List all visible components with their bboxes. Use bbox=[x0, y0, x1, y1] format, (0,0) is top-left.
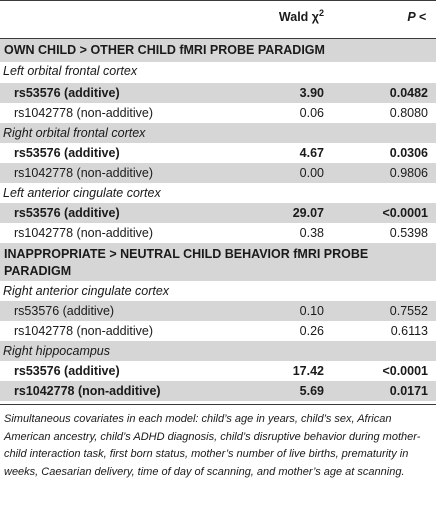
row-wald: 0.06 bbox=[299, 106, 324, 120]
row-p: 0.5398 bbox=[389, 226, 428, 240]
row-p: 0.8080 bbox=[389, 106, 428, 120]
row-wald: 0.00 bbox=[299, 166, 324, 180]
table-row bbox=[0, 103, 436, 123]
row-label: rs1042778 (non-additive) bbox=[14, 226, 153, 240]
row-p: 0.0171 bbox=[389, 384, 428, 398]
region-row bbox=[0, 123, 436, 143]
row-wald: 17.42 bbox=[292, 364, 324, 378]
row-wald: 5.69 bbox=[299, 384, 324, 398]
row-label: rs53576 (additive) bbox=[14, 146, 120, 160]
row-wald: 0.26 bbox=[299, 324, 324, 338]
row-p: 0.9806 bbox=[389, 166, 428, 180]
row-label: rs1042778 (non-additive) bbox=[14, 384, 161, 398]
table-row bbox=[0, 143, 436, 163]
region-label: Right anterior cingulate cortex bbox=[3, 284, 170, 298]
row-p: 0.0306 bbox=[389, 146, 428, 160]
table-row bbox=[0, 163, 436, 183]
region-label: Left orbital frontal cortex bbox=[3, 64, 138, 78]
region-row bbox=[0, 63, 436, 83]
table-row bbox=[0, 361, 436, 381]
region-row bbox=[0, 281, 436, 301]
table-row bbox=[0, 301, 436, 321]
table-row bbox=[0, 203, 436, 223]
row-label: rs53576 (additive) bbox=[14, 364, 120, 378]
table-row bbox=[0, 83, 436, 103]
row-label: rs53576 (additive) bbox=[14, 206, 120, 220]
row-p: <0.0001 bbox=[382, 206, 428, 220]
table-footnote: Simultaneous covariates in each model: child’s age in years, child’s sex, African American ancestry, child’s ADHD diagnosis, child’s disruptive behavior during mother-child interaction task, first born status, mother’s number of live births, prematurity in weeks, Caesarian delivery, time of day of scanning, and mother’s age at scanning. bbox=[4, 413, 421, 478]
region-row bbox=[0, 183, 436, 203]
table-row bbox=[0, 321, 436, 341]
region-label: Right orbital frontal cortex bbox=[3, 126, 146, 140]
region-label: Right hippocampus bbox=[3, 344, 111, 358]
row-wald: 3.90 bbox=[299, 86, 324, 100]
row-p: 0.0482 bbox=[389, 86, 428, 100]
bottom-rule bbox=[0, 404, 436, 405]
header-p: P < bbox=[407, 10, 426, 24]
row-p: 0.6113 bbox=[390, 324, 428, 338]
table-row bbox=[0, 381, 436, 401]
header-wald: Wald $\chi^2$ bbox=[278, 7, 324, 24]
row-label: rs53576 (additive) bbox=[14, 304, 115, 318]
region-label: Left anterior cingulate cortex bbox=[3, 186, 161, 200]
section-header-own-child: OWN CHILD > OTHER CHILD fMRI PROBE PARADIGM bbox=[0, 39, 436, 62]
table-row bbox=[0, 223, 436, 243]
row-label: rs53576 (additive) bbox=[14, 86, 120, 100]
row-p: 0.7552 bbox=[389, 304, 428, 318]
row-wald: 0.38 bbox=[299, 226, 324, 240]
row-label: rs1042778 (non-additive) bbox=[14, 106, 153, 120]
row-wald: 4.67 bbox=[299, 146, 324, 160]
row-p: <0.0001 bbox=[382, 364, 428, 378]
row-label: rs1042778 (non-additive) bbox=[14, 324, 153, 338]
row-label: rs1042778 (non-additive) bbox=[14, 166, 153, 180]
section-header-inappropriate: INAPPROPRIATE > NEUTRAL CHILD BEHAVIOR fMRI PROBE PARADIGM bbox=[0, 243, 436, 281]
row-wald: 0.10 bbox=[299, 304, 324, 318]
row-wald: 29.07 bbox=[292, 206, 324, 220]
region-row bbox=[0, 341, 436, 361]
table-header bbox=[0, 0, 436, 38]
